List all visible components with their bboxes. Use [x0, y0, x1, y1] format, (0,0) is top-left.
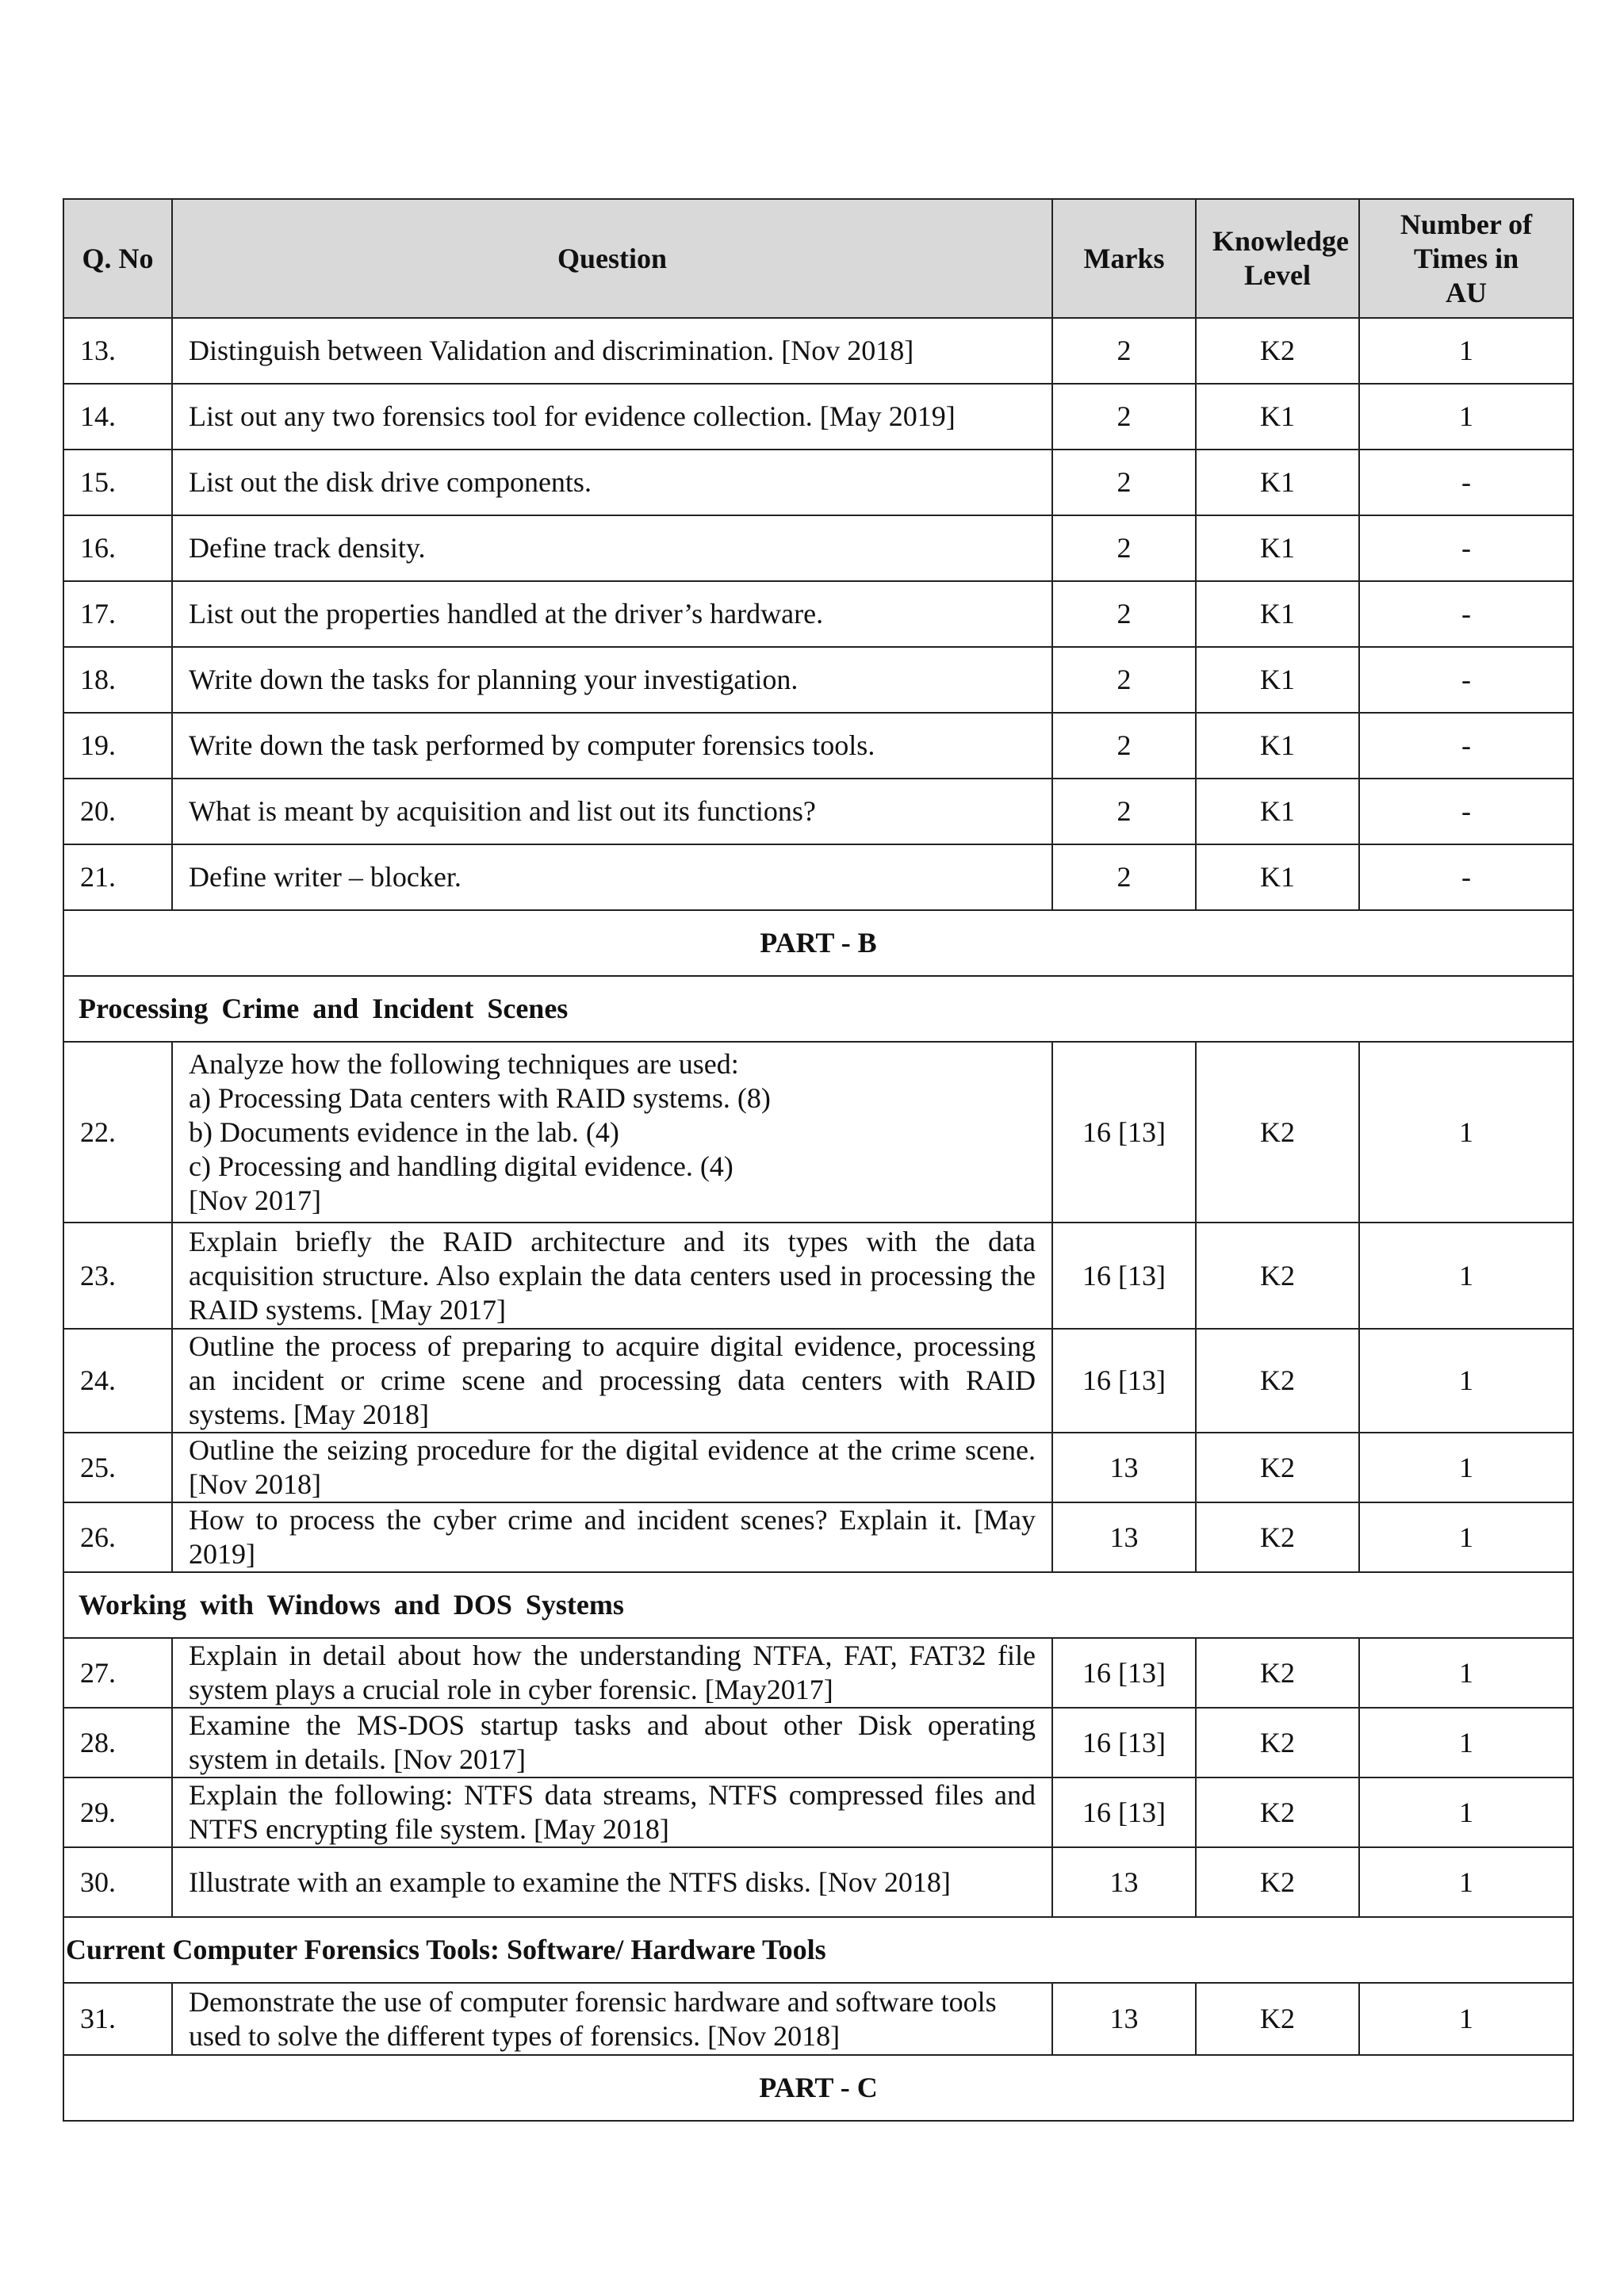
- question-text: Define writer – blocker.: [172, 844, 1052, 910]
- knowledge-level-cell: K2: [1196, 318, 1359, 384]
- question-text: Explain the following: NTFS data streams, NTFS compressed files and NTFS encrypting file system. [May 2018]: [172, 1777, 1052, 1847]
- question-text: Write down the tasks for planning your investigation.: [172, 647, 1052, 713]
- section-row: [63, 1917, 1573, 1983]
- times-cell: -: [1359, 450, 1573, 515]
- marks-cell: 13: [1052, 1502, 1196, 1572]
- question-text: Analyze how the following techniques are used: a) Processing Data centers with RAID systems. (8) b) Documents evidence in the lab. (4) c) Processing and handling digital evidence. (4) [Nov 2017]: [172, 1042, 1052, 1223]
- question-number: 21.: [63, 844, 172, 910]
- marks-cell: 13: [1052, 1433, 1196, 1502]
- header-marks: Marks: [1052, 199, 1196, 318]
- header-qno: Q. No: [63, 199, 172, 318]
- times-cell: 1: [1359, 1638, 1573, 1708]
- knowledge-level-cell: K1: [1196, 844, 1359, 910]
- question-number: 28.: [63, 1708, 172, 1777]
- marks-cell: 2: [1052, 647, 1196, 713]
- table-row: [63, 1708, 1573, 1777]
- question-number: 25.: [63, 1433, 172, 1502]
- question-text: Define track density.: [172, 515, 1052, 581]
- knowledge-level-cell: K2: [1196, 1777, 1359, 1847]
- question-number: 20.: [63, 779, 172, 844]
- times-cell: 1: [1359, 1223, 1573, 1329]
- knowledge-level-cell: K1: [1196, 515, 1359, 581]
- marks-cell: 16 [13]: [1052, 1329, 1196, 1433]
- section-heading-processing-crime: Processing Crime and Incident Scenes: [63, 976, 1573, 1042]
- marks-cell: 2: [1052, 779, 1196, 844]
- table-row: [63, 1847, 1573, 1917]
- knowledge-level-cell: K1: [1196, 713, 1359, 779]
- section-heading-windows-dos: Working with Windows and DOS Systems: [63, 1572, 1573, 1638]
- marks-cell: 16 [13]: [1052, 1708, 1196, 1777]
- part-b-heading: PART - B: [63, 910, 1573, 976]
- table-row: [63, 844, 1573, 910]
- table-row: [63, 1223, 1573, 1329]
- knowledge-level-cell: K2: [1196, 1708, 1359, 1777]
- knowledge-level-cell: K2: [1196, 1983, 1359, 2055]
- times-cell: -: [1359, 713, 1573, 779]
- marks-cell: 2: [1052, 713, 1196, 779]
- question-text: Examine the MS-DOS startup tasks and about other Disk operating system in details. [Nov 2017]: [172, 1708, 1052, 1777]
- question-number: 15.: [63, 450, 172, 515]
- marks-cell: 16 [13]: [1052, 1223, 1196, 1329]
- table-row: [63, 515, 1573, 581]
- question-text: How to process the cyber crime and incident scenes? Explain it. [May 2019]: [172, 1502, 1052, 1572]
- knowledge-level-cell: K2: [1196, 1433, 1359, 1502]
- table-row: [63, 318, 1573, 384]
- times-cell: 1: [1359, 1042, 1573, 1223]
- question-number: 29.: [63, 1777, 172, 1847]
- section-row: [63, 976, 1573, 1042]
- knowledge-level-cell: K1: [1196, 384, 1359, 450]
- question-number: 26.: [63, 1502, 172, 1572]
- question-text: Outline the seizing procedure for the digital evidence at the crime scene. [Nov 2018]: [172, 1433, 1052, 1502]
- question-text: List out the properties handled at the driver’s hardware.: [172, 581, 1052, 647]
- section-row: [63, 1572, 1573, 1638]
- marks-cell: 16 [13]: [1052, 1638, 1196, 1708]
- marks-cell: 2: [1052, 318, 1196, 384]
- table-row: [63, 450, 1573, 515]
- knowledge-level-cell: K2: [1196, 1847, 1359, 1917]
- part-c-row: [63, 2055, 1573, 2121]
- question-number: 16.: [63, 515, 172, 581]
- table-row: [63, 1638, 1573, 1708]
- header-knowledge-level: Knowledge Level: [1196, 199, 1359, 318]
- marks-cell: 2: [1052, 515, 1196, 581]
- marks-cell: 16 [13]: [1052, 1777, 1196, 1847]
- header-row: [63, 199, 1573, 318]
- times-cell: 1: [1359, 318, 1573, 384]
- times-cell: 1: [1359, 1847, 1573, 1917]
- question-number: 19.: [63, 713, 172, 779]
- question-number: 24.: [63, 1329, 172, 1433]
- times-cell: 1: [1359, 1708, 1573, 1777]
- question-number: 22.: [63, 1042, 172, 1223]
- question-number: 18.: [63, 647, 172, 713]
- knowledge-level-cell: K2: [1196, 1042, 1359, 1223]
- marks-cell: 16 [13]: [1052, 1042, 1196, 1223]
- table-row: [63, 581, 1573, 647]
- times-cell: -: [1359, 647, 1573, 713]
- times-cell: 1: [1359, 1433, 1573, 1502]
- table-row: [63, 713, 1573, 779]
- knowledge-level-cell: K1: [1196, 647, 1359, 713]
- times-cell: 1: [1359, 1983, 1573, 2055]
- part-c-heading: PART - C: [63, 2055, 1573, 2121]
- times-cell: 1: [1359, 1777, 1573, 1847]
- header-times-in-au: Number of Times in AU: [1359, 199, 1573, 318]
- table-row: [63, 1777, 1573, 1847]
- times-cell: 1: [1359, 1502, 1573, 1572]
- times-cell: -: [1359, 844, 1573, 910]
- marks-cell: 13: [1052, 1983, 1196, 2055]
- marks-cell: 13: [1052, 1847, 1196, 1917]
- header-question: Question: [172, 199, 1052, 318]
- table-row: [63, 1502, 1573, 1572]
- question-number: 30.: [63, 1847, 172, 1917]
- times-cell: -: [1359, 581, 1573, 647]
- times-cell: 1: [1359, 1329, 1573, 1433]
- question-text: Explain briefly the RAID architecture and its types with the data acquisition structure. Also explain the data centers used in processing the RAID systems. [May 2017]: [172, 1223, 1052, 1329]
- question-text: Demonstrate the use of computer forensic hardware and software tools used to solve the different types of forensics. [Nov 2018]: [172, 1983, 1052, 2055]
- table-row: [63, 647, 1573, 713]
- question-text: Illustrate with an example to examine the NTFS disks. [Nov 2018]: [172, 1847, 1052, 1917]
- table-row: [63, 1329, 1573, 1433]
- times-cell: -: [1359, 779, 1573, 844]
- marks-cell: 2: [1052, 384, 1196, 450]
- question-text: Distinguish between Validation and discrimination. [Nov 2018]: [172, 318, 1052, 384]
- question-number: 27.: [63, 1638, 172, 1708]
- part-b-row: [63, 910, 1573, 976]
- question-text: Outline the process of preparing to acquire digital evidence, processing an incident or crime scene and processing data centers with RAID systems. [May 2018]: [172, 1329, 1052, 1433]
- question-text: List out the disk drive components.: [172, 450, 1052, 515]
- table-row: [63, 1042, 1573, 1223]
- knowledge-level-cell: K2: [1196, 1223, 1359, 1329]
- knowledge-level-cell: K2: [1196, 1638, 1359, 1708]
- question-text: What is meant by acquisition and list out its functions?: [172, 779, 1052, 844]
- question-text: Write down the task performed by computer forensics tools.: [172, 713, 1052, 779]
- times-cell: -: [1359, 515, 1573, 581]
- question-number: 14.: [63, 384, 172, 450]
- knowledge-level-cell: K1: [1196, 779, 1359, 844]
- question-text: Explain in detail about how the understanding NTFA, FAT, FAT32 file system plays a crucial role in cyber forensic. [May2017]: [172, 1638, 1052, 1708]
- knowledge-level-cell: K2: [1196, 1329, 1359, 1433]
- question-number: 17.: [63, 581, 172, 647]
- section-heading-forensics-tools: Current Computer Forensics Tools: Software/ Hardware Tools: [63, 1917, 1573, 1983]
- knowledge-level-cell: K1: [1196, 450, 1359, 515]
- marks-cell: 2: [1052, 581, 1196, 647]
- table-row: [63, 779, 1573, 844]
- times-cell: 1: [1359, 384, 1573, 450]
- marks-cell: 2: [1052, 844, 1196, 910]
- table-row: [63, 1433, 1573, 1502]
- knowledge-level-cell: K2: [1196, 1502, 1359, 1572]
- table-row: [63, 384, 1573, 450]
- question-table: [63, 198, 1574, 2122]
- table-row: [63, 1983, 1573, 2055]
- question-number: 23.: [63, 1223, 172, 1329]
- question-number: 13.: [63, 318, 172, 384]
- marks-cell: 2: [1052, 450, 1196, 515]
- question-text: List out any two forensics tool for evidence collection. [May 2019]: [172, 384, 1052, 450]
- knowledge-level-cell: K1: [1196, 581, 1359, 647]
- question-number: 31.: [63, 1983, 172, 2055]
